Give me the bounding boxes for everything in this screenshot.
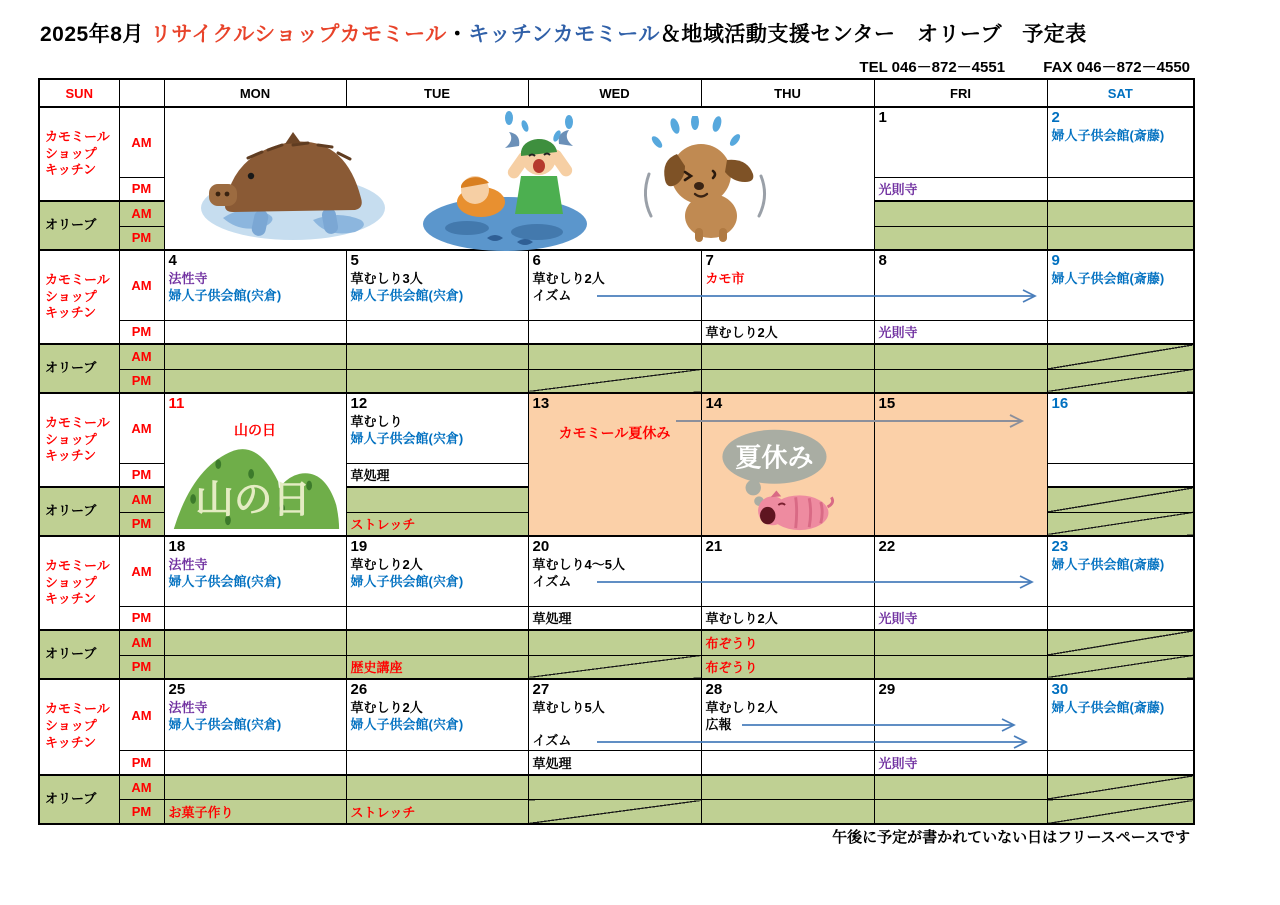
- cell-aug25-olive-pm: お菓子作り: [164, 800, 346, 824]
- title-kitchen-name: キッチンカモミール: [468, 23, 660, 46]
- cell-aug8-olive-am: [874, 344, 1047, 369]
- cell-aug16-pm: [1047, 463, 1194, 487]
- cell-aug20-pm: 草処理: [528, 606, 701, 630]
- cell-aug5-am: 5 草むしり3人 婦人子供会館(宍倉): [346, 250, 528, 320]
- event-fujin-kaikan: 婦人子供会館(宍倉): [350, 717, 464, 732]
- cell-aug6-olive-pm-crossed: [528, 369, 701, 393]
- cell-aug23-am: 23 婦人子供会館(斎藤): [1047, 536, 1194, 606]
- title-schedule-word: 予定表: [1022, 23, 1087, 46]
- header-sun: SUN: [39, 79, 119, 107]
- cell-aug2-am: [1047, 107, 1194, 177]
- cell-aug7-am: 7 カモ市: [701, 250, 874, 320]
- title-date: 2025年8月: [40, 23, 144, 46]
- cell-aug27-pm: 草処理: [528, 751, 701, 775]
- cell-aug19-pm: [346, 606, 528, 630]
- row-label-shop-week3: カモミール ショップ キッチン: [39, 393, 119, 487]
- pm-label: PM: [119, 320, 164, 344]
- title-center-name: ＆地域活動支援センター オリーブ: [659, 23, 1002, 46]
- pm-label: PM: [119, 800, 164, 824]
- cell-aug19-olive-am: [346, 630, 528, 655]
- cell-aug6-am: 6 草むしり2人 イズム: [528, 250, 701, 320]
- am-label: AM: [119, 250, 164, 320]
- pm-label: PM: [119, 751, 164, 775]
- mountain-day-illustration: [168, 439, 342, 531]
- header-blank: [119, 79, 164, 107]
- fax-number: FAX 046－872－4550: [1043, 59, 1190, 76]
- cell-aug18-olive-am: [164, 630, 346, 655]
- pm-label: PM: [119, 226, 164, 250]
- cell-aug5-olive-pm: [346, 369, 528, 393]
- row-label-shop-week4: カモミール ショップ キッチン: [39, 536, 119, 630]
- footer-note: 午後に予定が書かれていない日はフリースペースです: [832, 829, 1190, 846]
- cell-aug18-olive-pm: [164, 655, 346, 679]
- cell-aug28-am: 28 草むしり2人 広報: [701, 679, 874, 751]
- cell-aug12-am: 12 草むしり 婦人子供会館(宍倉): [346, 393, 528, 463]
- cell-aug27-olive-am: [528, 775, 701, 800]
- cell-aug16-olive-pm-crossed: [1047, 512, 1194, 536]
- pm-label: PM: [119, 463, 164, 487]
- svg-text:山の日: 山の日: [194, 478, 311, 522]
- event-kusamushiri: 草むしり2人: [350, 700, 423, 715]
- header-wed: WED: [528, 79, 701, 107]
- cell-aug23-pm: [1047, 606, 1194, 630]
- event-fujin-kaikan: 婦人子供会館(宍倉): [350, 288, 464, 303]
- cell-aug2-pm: [1047, 177, 1194, 201]
- header-sat: SAT: [1047, 79, 1194, 107]
- cell-aug23-olive-pm-crossed: [1047, 655, 1194, 679]
- cell-aug21-olive-am: 布ぞうり: [701, 630, 874, 655]
- cell-aug8-olive-pm: [874, 369, 1047, 393]
- pm-label: PM: [119, 655, 164, 679]
- cell-aug26-pm: [346, 751, 528, 775]
- cell-aug12-pm: 草処理: [346, 463, 528, 487]
- cell-aug4-olive-pm: [164, 369, 346, 393]
- cell-aug26-olive-am: [346, 775, 528, 800]
- row-label-shop-week2: カモミール ショップ キッチン: [39, 250, 119, 344]
- am-label: AM: [119, 630, 164, 655]
- day-number-2: 2: [1051, 109, 1060, 126]
- cell-aug29-am: 29: [874, 679, 1047, 751]
- page-title: [40, 18, 1087, 48]
- kids-catching-fish-illustration: [417, 110, 592, 252]
- cell-aug25-pm: [164, 751, 346, 775]
- contact-line: [859, 56, 1190, 77]
- row-label-shop-week1: カモミール ショップ キッチン: [39, 107, 119, 201]
- cell-aug29-olive-pm: [874, 800, 1047, 824]
- am-label: AM: [119, 107, 164, 177]
- event-kusamushiri: 草むしり2人: [705, 700, 778, 715]
- cell-aug20-olive-am: [528, 630, 701, 655]
- cell-aug29-olive-am: [874, 775, 1047, 800]
- wet-dog-shaking-illustration: [633, 116, 783, 244]
- cell-aug26-olive-pm: ストレッチ: [346, 800, 528, 824]
- cell-aug7-olive-am: [701, 344, 874, 369]
- cell-aug28-olive-am: [701, 775, 874, 800]
- cell-aug13-vacation: 13 カモミール夏休み: [528, 393, 701, 536]
- title-separator: ・: [446, 23, 469, 46]
- cell-aug19-am: 19 草むしり2人 婦人子供会館(宍倉): [346, 536, 528, 606]
- event-kusamushiri: 草むしり4～5人: [532, 557, 625, 572]
- cell-aug22-olive-pm: [874, 655, 1047, 679]
- cell-aug6-olive-am: [528, 344, 701, 369]
- pm-label: PM: [119, 369, 164, 393]
- cell-aug27-am: 27 草むしり5人 イズム: [528, 679, 701, 751]
- event-fujin-kaikan: 婦人子供会館(宍倉): [350, 431, 464, 446]
- cell-aug16-olive-am-crossed: [1047, 487, 1194, 512]
- cell-aug20-am: 20 草むしり4～5人 イズム: [528, 536, 701, 606]
- cell-aug27-olive-pm-crossed: [528, 800, 701, 824]
- tel-number: TEL 046－872－4551: [859, 59, 1006, 76]
- cell-aug18-am: 18 法性寺 婦人子供会館(宍倉): [164, 536, 346, 606]
- cell-aug7-olive-pm: [701, 369, 874, 393]
- event-izumu: イズム: [532, 574, 572, 589]
- cell-aug26-am: 26 草むしり2人 婦人子供会館(宍倉): [346, 679, 528, 751]
- header-fri: FRI: [874, 79, 1047, 107]
- cell-aug9-olive-am-crossed: [1047, 344, 1194, 369]
- cell-aug18-pm: [164, 606, 346, 630]
- pm-label: PM: [119, 177, 164, 201]
- cell-aug2-olive-am: [1047, 201, 1194, 226]
- summer-vacation-pig-illustration: [712, 424, 862, 532]
- event-fujin-kaikan: 婦人子供会館(宍倉): [168, 288, 282, 303]
- event-kusamushiri: 草むしり2人: [350, 557, 423, 572]
- pm-label: PM: [119, 512, 164, 536]
- event-kusamushiri: 草むしり5人: [532, 700, 605, 715]
- cell-aug9-pm: [1047, 320, 1194, 344]
- row-label-olive-week5: オリーブ: [39, 775, 119, 824]
- cell-aug30-pm: [1047, 751, 1194, 775]
- cell-aug12-olive-pm: ストレッチ: [346, 512, 528, 536]
- cell-aug28-pm: [701, 751, 874, 775]
- cell-aug21-pm: 草むしり2人: [701, 606, 874, 630]
- cell-aug25-olive-am: [164, 775, 346, 800]
- event-fujin-kaikan: 婦人子供会館(斎藤): [1051, 557, 1165, 572]
- row-label-olive-week2: オリーブ: [39, 344, 119, 393]
- cell-aug30-olive-pm-crossed: [1047, 800, 1194, 824]
- cell-aug4-pm: [164, 320, 346, 344]
- event-kamoichi: カモ市: [705, 271, 745, 286]
- cell-aug1-olive-pm: [874, 226, 1047, 250]
- cell-aug16-am: 16: [1047, 393, 1194, 463]
- cell-aug14-vacation: 14 夏休み: [701, 393, 874, 536]
- am-label: AM: [119, 536, 164, 606]
- row-label-olive-week3: オリーブ: [39, 487, 119, 536]
- cell-aug12-olive-am: [346, 487, 528, 512]
- schedule-table: [38, 78, 1195, 825]
- event-fujin-kaikan: 婦人子供会館(斎藤): [1051, 128, 1165, 143]
- am-label: AM: [119, 679, 164, 751]
- event-fujin-kaikan: 婦人子供会館(宍倉): [350, 574, 464, 589]
- cell-aug15-vacation: 15: [874, 393, 1047, 536]
- cell-aug23-olive-am-crossed: [1047, 630, 1194, 655]
- event-koho: 広報: [705, 717, 732, 732]
- holiday-name-yamanohi: 山の日: [234, 422, 276, 438]
- cell-aug29-pm: 光則寺: [874, 751, 1047, 775]
- cell-aug5-pm: [346, 320, 528, 344]
- cell-aug4-olive-am: [164, 344, 346, 369]
- title-shop-name: リサイクルショップカモミール: [150, 23, 447, 46]
- cell-aug20-olive-pm-crossed: [528, 655, 701, 679]
- event-fujin-kaikan: 婦人子供会館(宍倉): [168, 574, 282, 589]
- event-fujin-kaikan: 婦人子供会館(宍倉): [168, 717, 282, 732]
- cell-aug1-olive-am: [874, 201, 1047, 226]
- event-hoshoji: 法性寺: [168, 557, 208, 572]
- event-kusamushiri: 草むしり3人: [350, 271, 423, 286]
- pm-label: PM: [119, 606, 164, 630]
- cell-aug22-am: 22: [874, 536, 1047, 606]
- week1-illustration-cell: [164, 107, 874, 250]
- cell-aug11-holiday: 11 山の日 山の日: [164, 393, 346, 536]
- cell-aug30-olive-am-crossed: [1047, 775, 1194, 800]
- cell-aug21-olive-pm: 布ぞうり: [701, 655, 874, 679]
- cell-aug21-am: 21: [701, 536, 874, 606]
- cell-aug1-pm: 光則寺: [874, 177, 1047, 201]
- cell-aug5-olive-am: [346, 344, 528, 369]
- swimming-boar-illustration: [193, 118, 393, 244]
- cell-aug1-am: [874, 107, 1047, 177]
- event-fujin-kaikan: 婦人子供会館(斎藤): [1051, 271, 1165, 286]
- header-mon: MON: [164, 79, 346, 107]
- cell-aug6-pm: [528, 320, 701, 344]
- event-kusamushiri: 草むしり2人: [532, 271, 605, 286]
- cell-aug25-am: 25 法性寺 婦人子供会館(宍倉): [164, 679, 346, 751]
- event-hoshoji: 法性寺: [168, 271, 208, 286]
- cell-aug30-am: 30 婦人子供会館(斎藤): [1047, 679, 1194, 751]
- cell-aug9-olive-pm-crossed: [1047, 369, 1194, 393]
- cell-aug9-am: 9 婦人子供会館(斎藤): [1047, 250, 1194, 320]
- am-label: AM: [119, 344, 164, 369]
- cell-aug8-am: 8: [874, 250, 1047, 320]
- cell-aug22-pm: 光則寺: [874, 606, 1047, 630]
- row-label-olive-week4: オリーブ: [39, 630, 119, 679]
- am-label: AM: [119, 775, 164, 800]
- event-kusamushiri: 草むしり: [350, 414, 403, 429]
- cell-aug8-pm: 光則寺: [874, 320, 1047, 344]
- am-label: AM: [119, 201, 164, 226]
- event-hoshoji: 法性寺: [168, 700, 208, 715]
- row-label-olive-week1: オリーブ: [39, 201, 119, 250]
- cell-aug28-olive-pm: [701, 800, 874, 824]
- event-izumu: イズム: [532, 733, 572, 748]
- event-fujin-kaikan: 婦人子供会館(斎藤): [1051, 700, 1165, 715]
- cell-aug7-pm: 草むしり2人: [701, 320, 874, 344]
- cell-aug2-olive-pm: [1047, 226, 1194, 250]
- header-tue: TUE: [346, 79, 528, 107]
- svg-text:夏休み: 夏休み: [734, 442, 813, 473]
- cell-aug22-olive-am: [874, 630, 1047, 655]
- am-label: AM: [119, 487, 164, 512]
- day-number-1: 1: [878, 109, 887, 126]
- row-label-shop-week5: カモミール ショップ キッチン: [39, 679, 119, 775]
- weekday-header-row: [39, 79, 1194, 107]
- header-thu: THU: [701, 79, 874, 107]
- cell-aug4-am: 4 法性寺 婦人子供会館(宍倉): [164, 250, 346, 320]
- cell-aug19-olive-pm: 歴史講座: [346, 655, 528, 679]
- am-label: AM: [119, 393, 164, 463]
- event-chamomile-summer-vacation: カモミール夏休み: [558, 425, 671, 441]
- event-izumu: イズム: [532, 288, 572, 303]
